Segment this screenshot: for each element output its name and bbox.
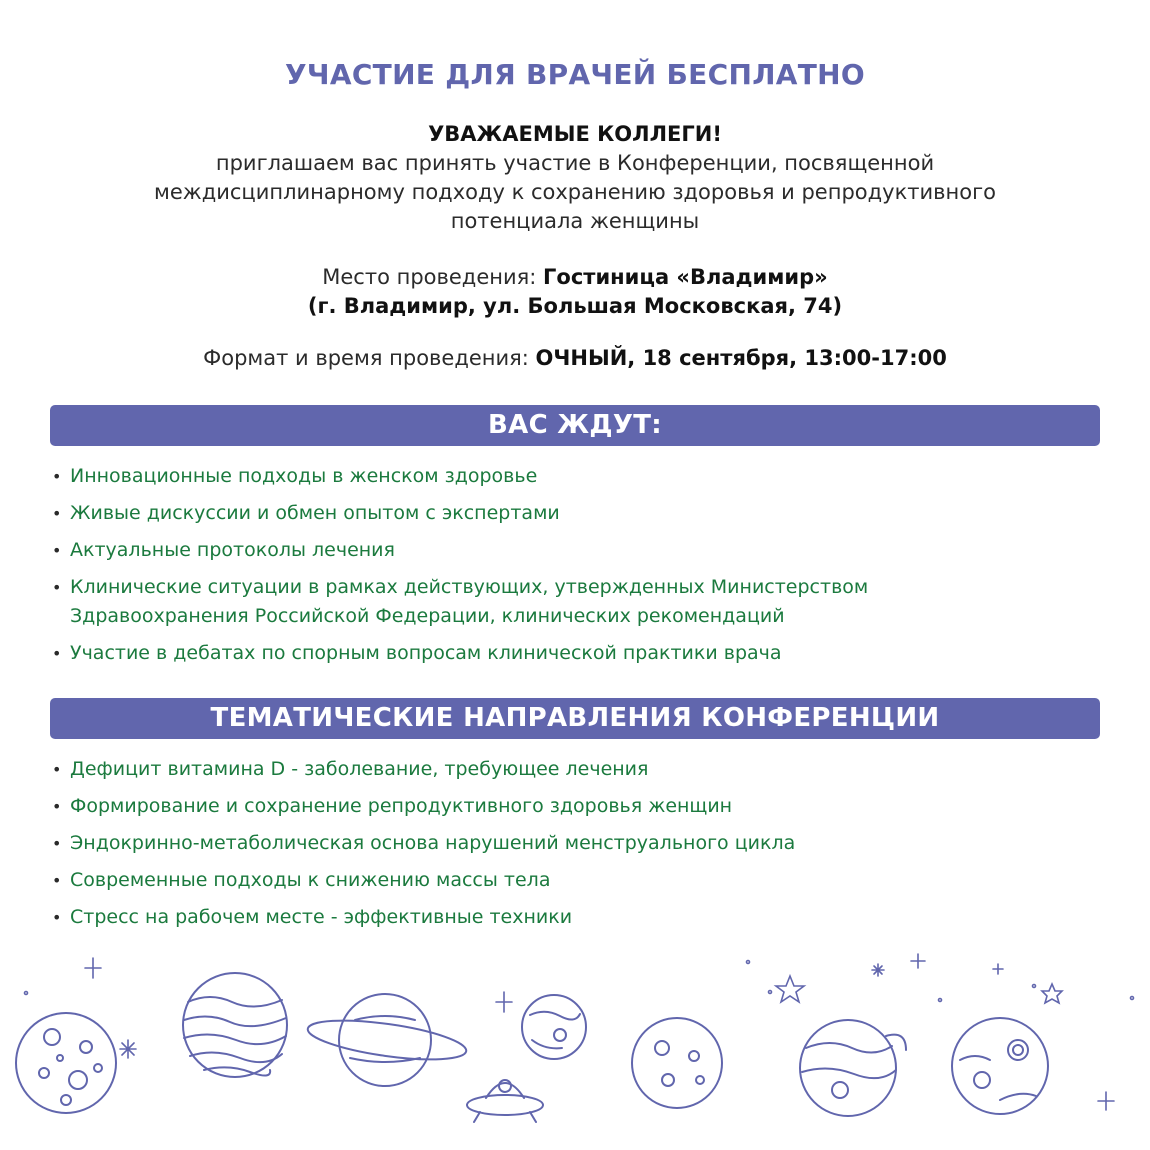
ringed-planet-icon	[306, 994, 469, 1086]
list-item-text: Эндокринно-метаболическая основа нарушений менструального цикла	[70, 832, 796, 854]
bullet-icon: •	[52, 834, 62, 853]
greeting: УВАЖАЕМЫЕ КОЛЛЕГИ!	[428, 122, 722, 146]
format-label: Формат и время проведения:	[203, 346, 536, 370]
ufo-icon	[467, 1080, 543, 1122]
list-item	[50, 536, 1100, 565]
planet-icon	[952, 1018, 1048, 1114]
venue-name: Гостиница «Владимир»	[543, 265, 828, 289]
list-item	[50, 903, 1100, 932]
venue-address: (г. Владимир, ул. Большая Московская, 74)	[307, 294, 843, 318]
small-planet-icon	[522, 995, 586, 1059]
swirl-planet-icon	[800, 1020, 906, 1116]
bullet-icon: •	[52, 541, 62, 560]
list-item	[50, 755, 1100, 784]
bullet-icon: •	[52, 871, 62, 890]
list-item-text: Современные подходы к снижению массы тела	[70, 869, 551, 891]
list-item	[50, 462, 1100, 491]
list-item	[50, 573, 1100, 631]
venue-block	[60, 263, 1090, 321]
list-item	[50, 792, 1100, 821]
bullet-icon: •	[52, 578, 62, 597]
moon-icon	[16, 1013, 116, 1113]
bullet-icon: •	[52, 908, 62, 927]
list-item-text: Стресс на рабочем месте - эффективные техники	[70, 906, 573, 928]
expect-banner: ВАС ЖДУТ:	[50, 405, 1100, 446]
list-item-text: Клинические ситуации в рамках действующих, утвержденных Министерством Здравоохранения Российской Федерации, клинических рекомендаций	[70, 576, 869, 627]
list-item-text: Живые дискуссии и обмен опытом с экспертами	[70, 502, 560, 524]
list-item	[50, 866, 1100, 895]
moon-icon	[632, 1018, 722, 1108]
intro-line: потенциала женщины	[450, 209, 700, 233]
bullet-icon: •	[52, 504, 62, 523]
page-headline: УЧАСТИЕ ДЛЯ ВРАЧЕЙ БЕСПЛАТНО	[285, 58, 865, 91]
topics-list	[50, 755, 1100, 940]
venue-label: Место проведения:	[322, 265, 544, 289]
list-item-text: Актуальные протоколы лечения	[70, 539, 395, 561]
striped-planet-icon	[183, 973, 287, 1077]
expect-list	[50, 462, 1100, 676]
format-block	[60, 344, 1090, 373]
intro-block	[60, 120, 1090, 236]
bullet-icon: •	[52, 760, 62, 779]
list-item-text: Участие в дебатах по спорным вопросам клинической практики врача	[70, 642, 782, 664]
list-item-text: Формирование и сохранение репродуктивного здоровья женщин	[70, 795, 733, 817]
list-item-text: Дефицит витамина D - заболевание, требующее лечения	[70, 758, 649, 780]
bullet-icon: •	[52, 644, 62, 663]
format-value: ОЧНЫЙ, 18 сентября, 13:00-17:00	[535, 346, 947, 370]
list-item	[50, 639, 1100, 668]
list-item-text: Инновационные подходы в женском здоровье	[70, 465, 538, 487]
space-illustration	[0, 940, 1150, 1150]
bullet-icon: •	[52, 797, 62, 816]
intro-line: приглашаем вас принять участие в Конференции, посвященной	[215, 151, 935, 175]
list-item	[50, 829, 1100, 858]
bullet-icon: •	[52, 467, 62, 486]
topics-banner: ТЕМАТИЧЕСКИЕ НАПРАВЛЕНИЯ КОНФЕРЕНЦИИ	[50, 698, 1100, 739]
list-item	[50, 499, 1100, 528]
intro-line: междисциплинарному подходу к сохранению здоровья и репродуктивного	[154, 180, 996, 204]
